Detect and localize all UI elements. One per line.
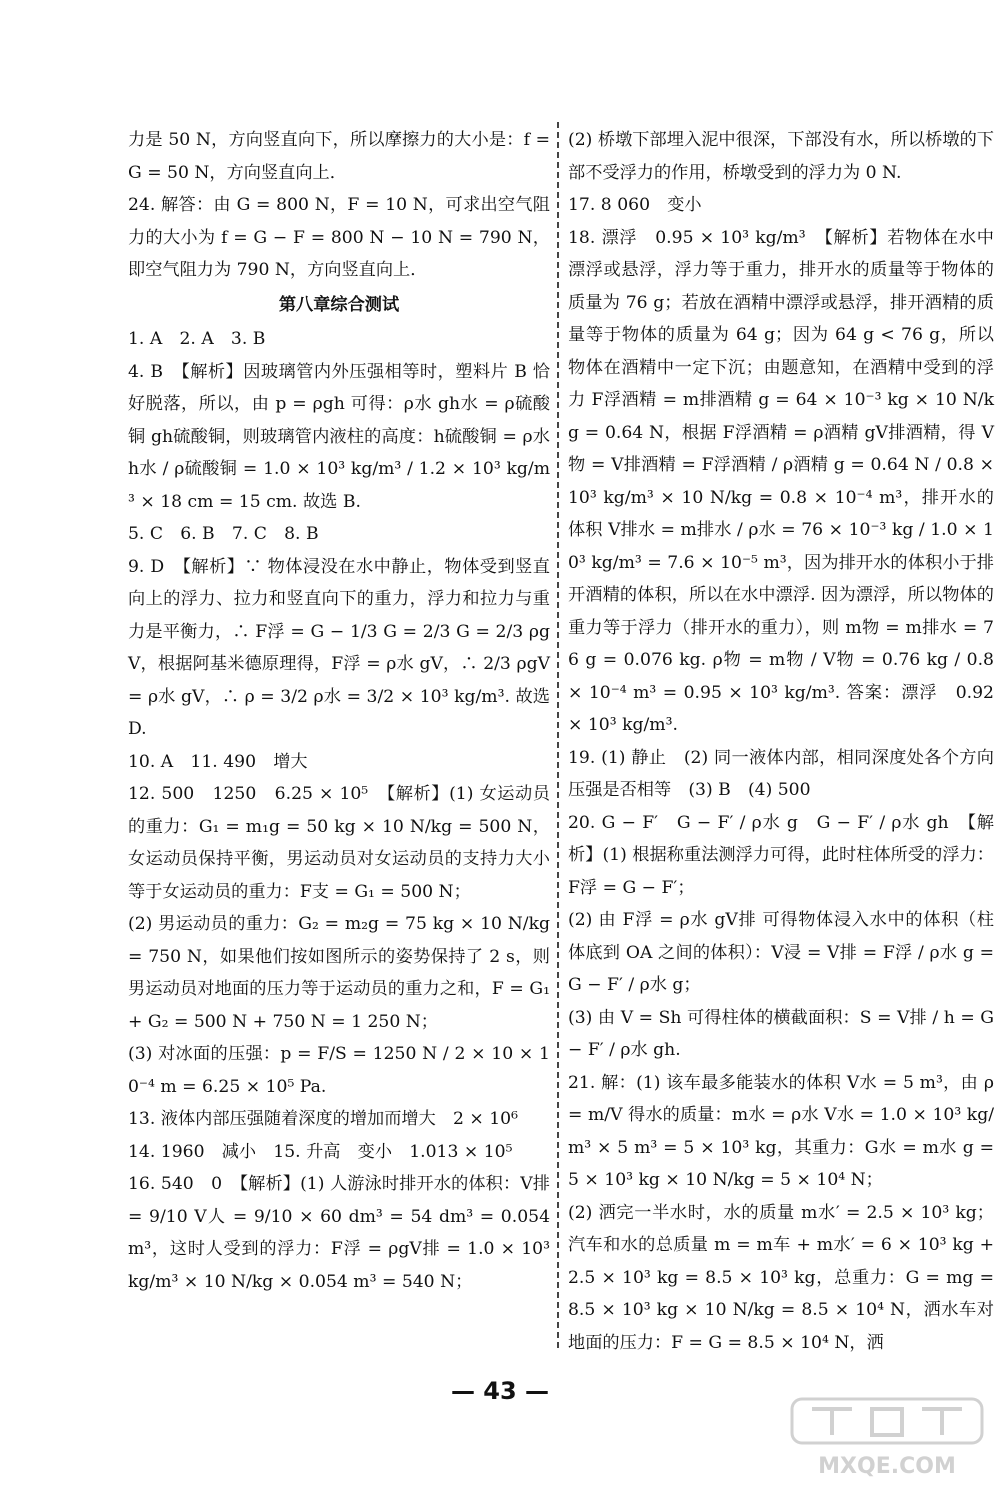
answer-19: 19. (1) 静止 (2) 同一液体内部，相同深度处各个方向压强是否相等 (3) B (4) 500 xyxy=(568,747,994,800)
answer-13: 13. 液体内部压强随着深度的增加而增大 2 × 10⁶ xyxy=(128,1109,519,1129)
answers-10-11: 10. A 11. 490 增大 xyxy=(128,751,308,772)
answer-18: 18. 漂浮 0.95 × 10³ kg/m³ 【解析】若物体在水中漂浮或悬浮，浮力等于重力，排开水的质量等于物体的质量为 76 g；若放在酒精中漂浮或悬浮，排开酒精的质量等于物体的质量为 64 g；因为 64 g < 76 g，所以物体在酒精中一定下沉；由题意知，在酒精中受到的浮力 F浮酒精 = m排酒精 g = 64 × 10⁻³ kg × 10 N/kg = 0.64 N，根据 F浮酒精 = ρ酒精 gV排酒精，得 V物 = V排酒精 = F浮酒精 / ρ酒精 g = 0.64 N / 0.8 × 10³ kg/m³ × 10 N/kg = 0.8 × 10⁻⁴ m³，排开水的体积 V排水 = m排水 / ρ水 = 76 × 10⁻³ kg / 1.0 × 10³ kg/m³ = 7.6 × 10⁻⁵ m³，因为排开水的体积小于排开酒精的体积，所以在水中漂浮. 因为漂浮，所以物体的重力等于浮力（排开水的重力），则 m物 = m排水 = 76 g = 0.076 kg. ρ物 = m物 / V物 = 0.76 kg / 0.8 × 10⁻⁴ m³ = 0.95 × 10³ kg/m³. 答案：漂浮 0.92 × 10³ kg/m³. xyxy=(568,227,994,735)
left-column xyxy=(128,124,550,1298)
answer-20-part3: (3) 由 V = Sh 可得柱体的横截面积：S = V排 / h = G − F′ / ρ水 gh. xyxy=(568,1007,994,1060)
answer-16-part1: 16. 540 0 【解析】(1) 人游泳时排开水的体积：V排 = 9/10 V人 = 9/10 × 60 dm³ = 54 dm³ = 0.054 m³，这时人受到的浮力：F浮 = ρgV排 = 1.0 × 10³ kg/m³ × 10 N/kg × 0.054 m³ = 540 N； xyxy=(128,1174,550,1292)
chapter-8-heading: 第八章综合测试 xyxy=(278,294,400,315)
answer-20-part2: (2) 由 F浮 = ρ水 gV排 可得物体浸入水中的体积（柱体底到 OA 之间的体积）：V浸 = V排 = F浮 / ρ水 g = G − F′ / ρ水 g； xyxy=(568,910,994,995)
watermark-icon xyxy=(782,1391,992,1481)
watermark-text: MXQE.COM xyxy=(818,1454,956,1479)
column-divider xyxy=(557,122,559,1348)
page-number: — 43 — xyxy=(450,1377,550,1405)
right-column xyxy=(568,124,994,1359)
answer-12-part1: 12. 500 1250 6.25 × 10⁵ 【解析】(1) 女运动员的重力：G₁ = m₁g = 50 kg × 10 N/kg = 500 N，女运动员保持平衡，男运动员对女运动员的支持力大小等于女运动员的重力：F支 = G₁ = 500 N； xyxy=(128,784,550,902)
answer-24: 24. 解答：由 G = 800 N，F = 10 N，可求出空气阻力的大小为 f = G − F = 800 N − 10 N = 790 N，即空气阻力为 790 N，方向竖直向上． xyxy=(128,195,550,280)
answer-17: 17. 8 060 变小 xyxy=(568,195,702,215)
answer-12-part3: (3) 对冰面的压强：p = F/S = 1250 N / 2 × 10 × 10⁻⁴ m = 6.25 × 10⁵ Pa. xyxy=(128,1044,550,1097)
answer-9: 9. D 【解析】∵ 物体浸没在水中静止，物体受到竖直向上的浮力、拉力和竖直向下的重力，浮力和拉力与重力是平衡力，∴ F浮 = G − 1/3 G = 2/3 G = 2/3 ρgV，根据阿基米德原理得，F浮 = ρ水 gV，∴ 2/3 ρgV = ρ水 gV，∴ ρ = 3/2 ρ水 = 3/2 × 10³ kg/m³. 故选 D. xyxy=(128,556,550,739)
watermark-logo xyxy=(782,1391,992,1481)
answers-14-15: 14. 1960 减小 15. 升高 变小 1.013 × 10⁵ xyxy=(128,1141,513,1162)
answers-5-8: 5. C 6. B 7. C 8. B xyxy=(128,524,319,544)
answer-20-part1: 20. G − F′ G − F′ / ρ水 g G − F′ / ρ水 gh 【解析】(1) 根据称重法测浮力可得，此时柱体所受的浮力：F浮 = G − F′； xyxy=(568,812,994,898)
answer-21-part2: (2) 洒完一半水时，水的质量 m水′ = 2.5 × 10³ kg；汽车和水的总质量 m = m车 + m水′ = 6 × 10³ kg + 2.5 × 10³ kg = 8.5 × 10³ kg，总重力：G = mg = 8.5 × 10³ kg × 10 N/kg = 8.5 × 10⁴ N，洒水车对地面的压力：F = G = 8.5 × 10⁴ N，洒 xyxy=(568,1202,994,1353)
answer-21-part1: 21. 解：(1) 该车最多能装水的体积 V水 = 5 m³，由 ρ = m/V 得水的质量：m水 = ρ水 V水 = 1.0 × 10³ kg/m³ × 5 m³ = 5 × 10³ kg，其重力：G水 = m水 g = 5 × 10³ kg × 10 N/kg = 5 × 10⁴ N； xyxy=(568,1072,994,1190)
answer-4: 4. B 【解析】因玻璃管内外压强相等时，塑料片 B 恰好脱落，所以，由 p = ρgh 可得：ρ水 gh水 = ρ硫酸铜 gh硫酸铜，则玻璃管内液柱的高度：h硫酸铜 = ρ水 h水 / ρ硫酸铜 = 1.0 × 10³ kg/m³ / 1.2 × 10³ kg/m³ × 18 cm = 15 cm. 故选 B. xyxy=(128,361,550,512)
answer-12-part2: (2) 男运动员的重力：G₂ = m₂g = 75 kg × 10 N/kg = 750 N，如果他们按如图所示的姿势保持了 2 s，则男运动员对地面的压力等于运动员的重力之和，F = G₁ + G₂ = 500 N + 750 N = 1 250 N； xyxy=(128,914,550,1032)
paragraph-23-continued: 力是 50 N，方向竖直向下，所以摩擦力的大小是：f = G = 50 N，方向竖直向上． xyxy=(128,130,550,183)
answer-16-part2: (2) 桥墩下部埋入泥中很深，下部没有水，所以桥墩的下部不受浮力的作用，桥墩受到的浮力为 0 N. xyxy=(568,130,994,183)
answers-1-3: 1. A 2. A 3. B xyxy=(128,329,266,349)
